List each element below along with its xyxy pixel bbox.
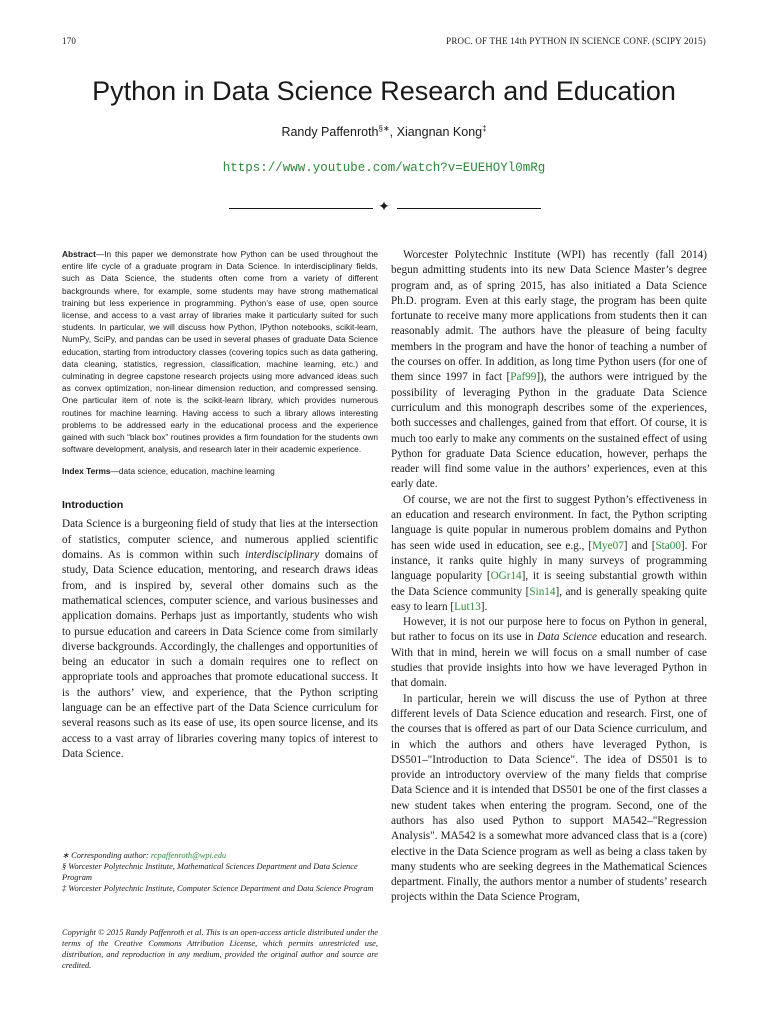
title-divider bbox=[0, 198, 768, 218]
text-span: Data Science is a burgeoning field of study that lies at the intersection of statistics, computer science, and numerous applied scientific domains. As is common within such bbox=[62, 518, 378, 562]
footnote-affiliation: § Worcester Polytechnic Institute, Mathematical Sciences Department and Data Science Program bbox=[62, 862, 358, 882]
footnotes bbox=[62, 850, 378, 894]
author-name: Randy Paffenroth bbox=[281, 125, 379, 140]
emphasis-text: interdisciplinary bbox=[245, 549, 320, 562]
citation-link[interactable]: Sin14 bbox=[529, 585, 556, 598]
index-terms-text: —data science, education, machine learning bbox=[110, 466, 275, 477]
divider-ornament-icon: ✦ bbox=[378, 200, 390, 215]
divider-rule-right bbox=[397, 208, 541, 209]
citation-link[interactable]: Paf99 bbox=[510, 371, 537, 384]
text-span: However, it is not our purpose here to focus on Python in general, but rather to focus on its use in bbox=[391, 616, 707, 644]
index-terms-label: Index Terms bbox=[62, 466, 111, 477]
index-terms bbox=[62, 465, 378, 477]
video-link[interactable]: https://www.youtube.com/watch?v=EUEHOYl0mRg bbox=[222, 161, 546, 175]
text-span: ], and is generally speaking quite easy to learn [ bbox=[391, 585, 707, 613]
text-span: domains of study, Data Science education, mentoring, and research draws ideas from, and is inspired by, several other domains such as the mathematical sciences, computer science, and various businesses and application domains. Perhaps just as importantly, students who wish to pursue education and careers in Data Science come from similarly diverse backgrounds. Accordingly, the challenges and opportunities of being an educator in such a domain requires one to reflect on appropriate tools and approaches that promote educational success. It is the authors’ view, and experience, that the Python scripting language can be an effective part of the Data Science curriculum for several reasons such as its ease of use, its open source license, and its access to a vast array of libraries covering many topics of interest to Data Science. bbox=[62, 549, 379, 760]
text-span: Of course, we are not the first to suggest Python’s effectiveness in an education and research environment. In fact, the Python scripting language is quite popular in numerous problem domains and Python has seen wide used in education, see e.g., [ bbox=[391, 493, 707, 552]
paper-title: Python in Data Science Research and Education bbox=[92, 76, 676, 106]
email-link[interactable]: rcpaffenroth@wpi.edu bbox=[150, 851, 227, 860]
text-span: ]. bbox=[480, 600, 488, 613]
footnote-label: ∗ Corresponding author: bbox=[62, 851, 151, 860]
conference-name: PROC. OF THE 14th PYTHON IN SCIENCE CONF. (SCIPY 2015) bbox=[446, 36, 706, 46]
page-number: 170 bbox=[62, 36, 77, 46]
citation-link[interactable]: Lut13 bbox=[454, 600, 481, 613]
citation-link[interactable]: Sta00 bbox=[655, 539, 681, 552]
footnote-affiliation: ‡ Worcester Polytechnic Institute, Computer Science Department and Data Science Program bbox=[62, 884, 374, 893]
citation-link[interactable]: OGr14 bbox=[490, 570, 522, 583]
divider-rule-left bbox=[229, 208, 373, 209]
body-paragraph bbox=[391, 248, 707, 493]
text-span: ] and [ bbox=[623, 539, 656, 552]
body-paragraph: In particular, herein we will discuss the use of Python at three different levels of Data Science education and research. First, one of the courses that is offered as part of our Data Science curriculum, and in which the authors and others have leveraged Python, is DS501–"Introduction to Data Science". The idea of DS501 is to provide an introductory overview of the many fields that comprise Data Science and it is intended that DS501 be one of the first classes a new student takes when entering the program. Second, one of the authors has also used Python to support MA542–"Regression Analysis". MA542 is a somewhat more advanced class that is a (core) elective in the Data Science program as well as being a class taken by many students who are seeking degrees in the Mathematical Sciences department. Finally, the authors mentor a number of students’ research projects within the Data Science Program, bbox=[391, 692, 707, 904]
abstract bbox=[62, 248, 378, 455]
abstract-label: Abstract bbox=[62, 249, 96, 259]
running-header bbox=[62, 36, 706, 50]
emphasis-text: Data Science bbox=[537, 631, 598, 644]
section-heading: Introduction bbox=[62, 499, 124, 512]
author-affiliation-mark: §∗ bbox=[378, 124, 390, 133]
author-name: Xiangnan Kong bbox=[396, 125, 483, 140]
text-span: ], it is seeing substantial growth within the Data Science community [ bbox=[391, 570, 708, 598]
citation-link[interactable]: Mye07 bbox=[592, 539, 624, 552]
text-span: ]), the authors were intrigued by the possibility of leveraging Python in the graduate Data Science curriculum and this monograph describes some of the experiences, both successes and challenges, gained from that effort. Of course, it is much too early to make any comments on the sustained effect of using Python for graduate Data Science education, however, perhaps the reader will find some value in the authors’ experiences, even at this early date. bbox=[391, 371, 707, 491]
footnote-corresponding bbox=[62, 850, 378, 861]
author-separator: , bbox=[389, 125, 397, 140]
copyright-notice: Copyright © 2015 Randy Paffenroth et al. This is an open-access article distributed under the terms of the Creative Commons Attribution License, which permits unrestricted use, distribution, and reproduction in any medium, provided the original author and source are credited. bbox=[62, 928, 378, 971]
text-span: Worcester Polytechnic Institute (WPI) has recently (fall 2014) begun admitting students into its new Data Science Master’s degree program and, as of spring 2015, has also initiated a Data Science Ph.D. program. Even at this early stage, the program has been quite fortunate to receive many more applications from students then it can reasonably admit. The authors have the pleasure of being faculty members in the program and have the honor of teaching a number of the courses on offer. In addition, as long time Python users (for one of them since 1997 in fact [ bbox=[391, 249, 707, 384]
intro-paragraph bbox=[62, 517, 378, 762]
body-paragraph bbox=[391, 493, 707, 615]
author-list bbox=[0, 124, 768, 139]
text-span: education and research. With that in mind, herein we will focus on a small number of case studies that provide insights into how we have leveraged Python in that domain. bbox=[391, 631, 707, 690]
body-paragraph bbox=[391, 615, 707, 691]
right-column bbox=[391, 248, 707, 988]
author-affiliation-mark: ‡ bbox=[482, 124, 487, 133]
text-span: ]. For instance, it ranks quite highly in many surveys of programming language popularity [ bbox=[391, 539, 707, 583]
abstract-text: —In this paper we demonstrate how Python can be used throughout the entire life cycle of a graduate program in Data Science. In interdisciplinary fields, such as Data Science, the students often come from a variety of different backgrounds where, for example, some students may have strong mathematical training but less experience in programming. Python’s ease of use, open source license, and access to a vast array of libraries make it particularly suited for such students. In particular, we will discuss how Python, IPython notebooks, scikit-learn, NumPy, SciPy, and pandas can be used in several phases of graduate Data Science education, starting from introductory classes (covering topics such as data gathering, data cleaning, statistics, regression, classification, machine learning, etc.) and culminating in degree capstone research projects using more advanced ideas such as convex optimization, non-linear dimension reduction, and compressed sensing. One particular item of note is the scikit-learn library, which provides numerous routines for machine learning. Having access to such a library allows interesting problems to be addressed early in the educational process and the experience gained with such “black box” routines provides a firm foundation for the students own software development, analysis, and research later in their academic experience. bbox=[62, 249, 378, 455]
